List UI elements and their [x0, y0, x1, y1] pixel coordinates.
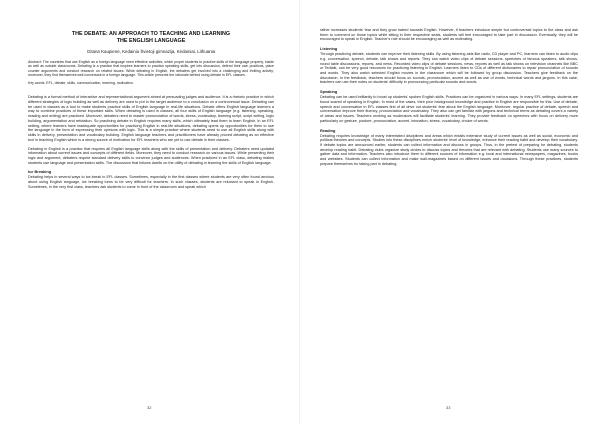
- section-heading-listening: Listening: [320, 46, 338, 52]
- speaking-paragraph: Debating can be used brilliantly to boost up students' spoken English skills. Practices can be organized in various ways. In many EFL settings, students are found scared of speaking in English. In most of the cases, their poor background knowledge and practice in English are responsible for this. Use of debate, speech and conversation in EFL classes first of all drive out students' fear about the English language. Moreover, regular practice of debate, speech and conversation improve their fluency, pronunciation and vocabulary. They also can get familiar with jargons and technical terms as debating covers a variety of areas and issues. Teachers working as moderators will facilitate students' learning. They provide feedback on speeches with focus on delivery more particularly on gesture, posture, pronunciation, accent, intonation, stress, vocabulary, choice of words.: [320, 95, 578, 123]
- article-title: [28, 31, 274, 46]
- right-column: [320, 28, 578, 171]
- intro-paragraph-2: Debating in English is a practice that requires all English language skills along with the skills of presentation and delivery. Debaters need updated information about current issues and concepts of different fields. Moreover, they need to conduct research on various issues. While presenting their logic and argument, debaters require standard delivery skills to convince judges and audiences. When practiced in an EFL class, debating makes students use language and presentation skills. The discussion that follows dwells on the utility of debating in learning the skills of English language.: [28, 146, 274, 165]
- ice-breaking-paragraph: Debating helps in several ways to ice-break in EFL classes. Sometimes, especially in the first classes where students are very often found anxious about using English language, ice breaking turns to be very difficult for teachers. In such classes, students are reluctant to speak in English. Sometimes, in the very first class, teachers ask students to come in front of the classroom and speak which: [28, 175, 274, 189]
- article-title-line-1: THE DEBATE: AN APPROACH TO TEACHING AND LEARNING: [71, 31, 231, 37]
- section-heading-ice-breaking: Ice Breaking: [28, 169, 52, 175]
- page-number-left: 32: [147, 405, 152, 410]
- author-line: Gitana Kaupienė, Kedainiu Švietoji gimnazija, Kėdainiai, Lithuania: [86, 48, 216, 54]
- keywords-text: EFL, debate, skills, communication, learning, motivation.: [45, 80, 134, 85]
- intro-paragraph-1: Debating is a formal method of interactive and representational argument aimed at persuading judges and audience. It is a rhetoric practice in which different strategies of logic building as well as delivery are used to put in the target audience to a conclusion on a controversial issue. Debating can be used in classes as a tool to make students practice skills of English language in real-life situations. Debate offers English language learners a way to combine practices of these important skills. When debating is used in classes, all four skills of English language (e.g. listening, speaking, reading and writing) are practiced. Moreover, debaters need to master pronunciation of words, stress, vocabulary, learning script, script writing, logic building, argumentation and refutation. So practicing debate in English requires many skills, which ultimately lead them to learn English. In an EFL setting, where learners have inadequate opportunities for practicing English in real-life situations, debating opens up opportunities for them to use the language in the form of expressing their opinions with logic. This is a simple practice where students need to use all English skills along with skills in delivery, presentation and vocabulary building. English language teachers and practitioners have already proved debating as an effective tool in teaching English which is a strong source of motivation for EFL teachers who are yet to use debate in their classes.: [28, 95, 274, 142]
- reading-paragraph: Debating requires knowledge of many interrelated disciplines and areas which entails extensive study of current issues as well as social, economic and political theories and concepts. Studies into these disciplines enrich students' level of knowledge, enhance their reading habit and develop their vocabulary. If debate topics are announced earlier, students can collect information and discuss in groups. Thus, in the pretext of preparing for debating, students develop reading habit. Debating clubs organize study circles to discuss topics and theories that are relevant with debating. Students use many sources to gather data and information. Teachers also introduce them to different sources of information e.g. local and international newspapers, magazines, books and websites. Students can collect information and make wall-magazines based on different issues and occasions. Through these practices, students prepare themselves for taking part in debating.: [320, 133, 578, 166]
- article-title-line-2: THE ENGLISH LANGUAGE: [116, 38, 186, 45]
- abstract-label: Abstract:: [28, 59, 42, 64]
- right-page: [300, 0, 600, 424]
- abstract-text: The countries that use English as a foreign language need effective activities, which propel students to practice skills of the language properly, inside as well as outside classrooms. Debating is a practice that inspires learners to practice speaking skills, get into discussion, defend their own positions, place counter arguments and conduct research on related issues. While debating in English, the debaters get involved into a challenging and thrilling activity; moreover, they find themselves well conversant in a foreign language. This article presents the rationale behind using debate in EFL classes.: [28, 59, 274, 78]
- continued-paragraph: rather increases students' fear and they grow hatred towards English. However, if teachers introduce simple but controversial topics to the class and ask them to comment on those topics while sitting in their respective seats, students will feel encouraged to take part in discussion. Eventually, they will be encouraged to speak in English. Teacher's role should be encouraging as well as motivating.: [320, 28, 578, 42]
- left-column: [28, 28, 274, 194]
- section-heading-reading: Reading: [320, 127, 336, 133]
- listening-paragraph: Through practicing debate, students can improve their listening skills. By using listening aids like radio, CD player and PC, learners can listen to audio clips e.g. conversation, speech, debate, talk shows and reports. They can watch video clips of debate sessions, speeches of famous speakers, talk shows, round table discussions, reports, and news. Recorded video clips of debate sessions, news, reports as well as talk shows on television channels like BBC or Tedtalk, can be very good resources for practicing listening in English. Learners listen to CDs of different dictionaries to repair pronunciation of sounds and words. They also watch selected English movies in the classroom which will be followed by group discussion. Teachers give feedback on the discussion. In the feedback, teachers should focus on sounds, pronunciation, accent as well as use of words, technical words and jargons. In this case, teachers can use their notes on students' difficulty in pronouncing particular sounds and words.: [320, 52, 578, 85]
- keywords-label: Key words:: [28, 80, 46, 85]
- page-number-right: 33: [446, 405, 451, 410]
- abstract: [28, 60, 274, 78]
- keywords: [28, 81, 274, 86]
- section-heading-speaking: Speaking: [320, 89, 338, 95]
